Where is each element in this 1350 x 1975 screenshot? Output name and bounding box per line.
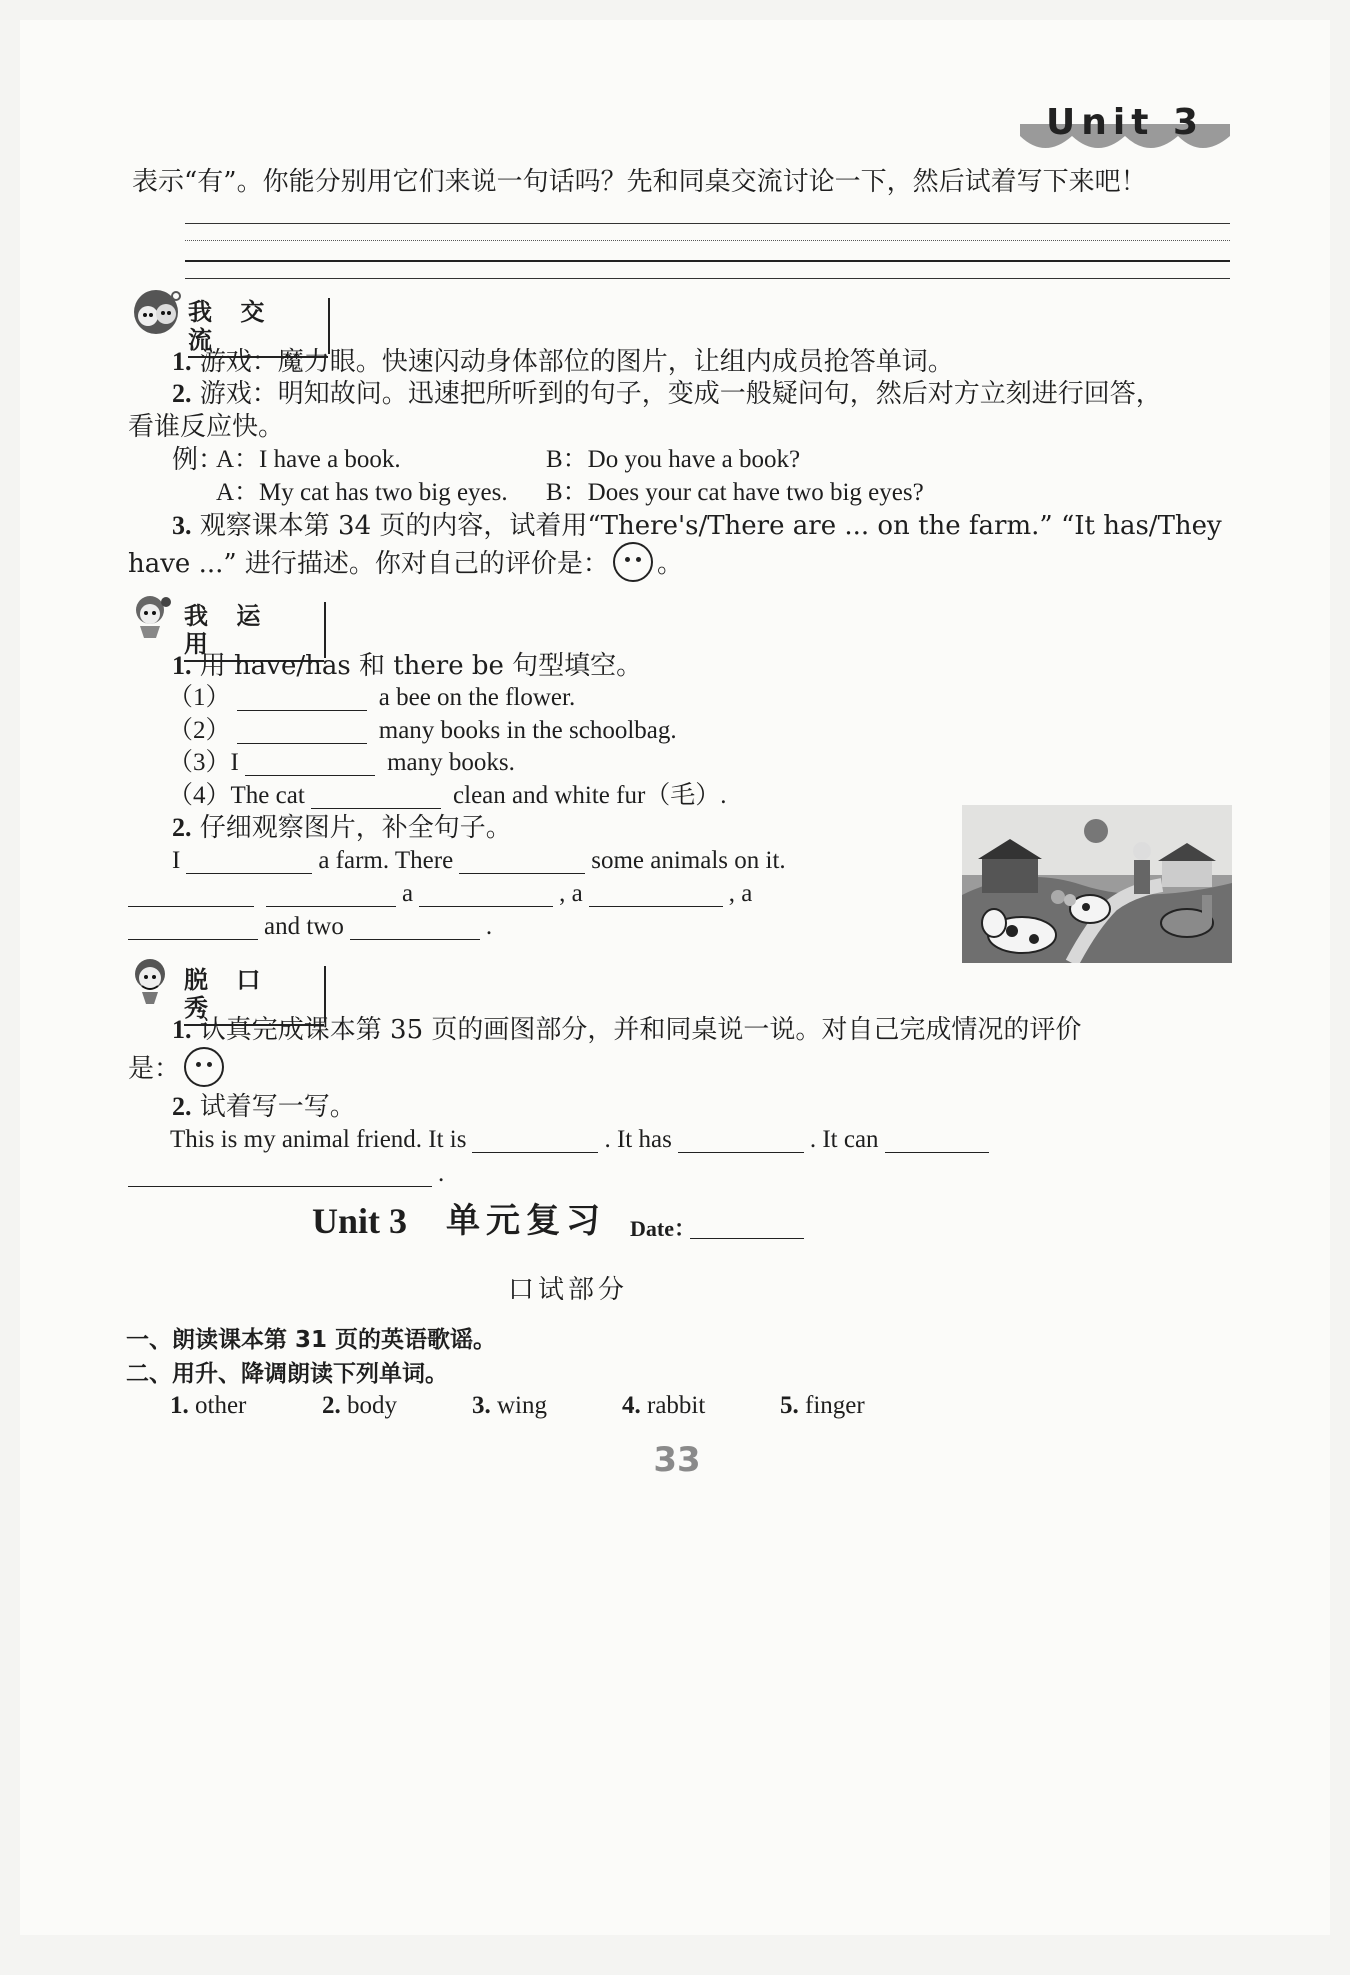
word-text: rabbit <box>647 1392 706 1419</box>
answer-blank[interactable] <box>245 747 375 776</box>
writing-sentence-continued <box>122 1154 444 1194</box>
writing-line <box>185 223 1230 224</box>
oral-heading: 口试部分 <box>508 1275 629 1305</box>
word-item <box>170 1386 246 1426</box>
word-number: 4. <box>622 1392 641 1419</box>
item-text-continued: 看谁反应快。 <box>128 412 285 442</box>
item-text: This is my animal friend. It is <box>170 1126 467 1153</box>
item-text: 仔细观察图片，补全句子。 <box>199 813 512 843</box>
word-number: 2. <box>322 1392 341 1419</box>
section-header-speak <box>126 956 326 1022</box>
item-text: 游戏：明知故问。迅速把所听到的句子，变成一般疑问句，然后对方立刻进行回答， <box>199 379 1162 409</box>
item-text: I <box>172 847 181 874</box>
picture-sentence-line3 <box>122 907 492 947</box>
item-text: a <box>402 880 414 907</box>
item-number: 1. <box>172 1015 192 1044</box>
review-title: Unit 3 <box>312 1201 408 1241</box>
unit-tab <box>1020 98 1230 168</box>
intro-text: 表示“有”。你能分别用它们来说一句话吗？先和同桌交流讨论一下，然后试着写下来吧！ <box>132 167 1147 197</box>
page-number: 33 <box>653 1440 701 1480</box>
answer-blank[interactable] <box>311 780 441 809</box>
item-text: 是： <box>128 1054 181 1084</box>
section-title: 我 交 流 <box>188 298 330 354</box>
item-text: . <box>438 1160 445 1187</box>
answer-blank[interactable] <box>419 878 553 907</box>
item-text: many books. <box>387 749 515 776</box>
example-a2: A：My cat has two big eyes. <box>216 479 508 506</box>
writing-line <box>185 278 1230 279</box>
item-text-end: 。 <box>656 549 683 579</box>
answer-blank[interactable] <box>350 911 480 940</box>
list-item <box>172 374 1162 414</box>
answer-blank[interactable] <box>186 845 312 874</box>
item-text: 试着写一写。 <box>199 1092 356 1122</box>
word-number: 5. <box>780 1392 799 1419</box>
item-index: （2） <box>168 717 231 744</box>
review-title-cn: 单元复习 <box>446 1201 606 1241</box>
item-text: . <box>485 913 493 940</box>
item-index: （4） <box>168 782 231 809</box>
item-text: have ...” 进行描述。你对自己的评价是： <box>128 549 609 579</box>
item-text: and two <box>264 913 344 940</box>
example-b1: B：Do you have a book? <box>546 446 801 473</box>
answer-blank[interactable] <box>128 911 258 940</box>
word-text: other <box>195 1392 247 1419</box>
list-item <box>172 506 1222 546</box>
list-item <box>172 1010 1081 1050</box>
item-text-continued <box>128 1047 228 1089</box>
word-item <box>622 1386 705 1426</box>
word-item <box>780 1386 865 1426</box>
item-text: The cat <box>230 782 305 809</box>
item-text-continued <box>128 542 683 584</box>
date-blank[interactable] <box>690 1238 804 1239</box>
oral-part-1: 一、朗读课本第 31 页的英语歌谣。 <box>126 1327 497 1353</box>
item-text: many books in the schoolbag. <box>378 717 677 744</box>
section-header-apply <box>126 592 326 658</box>
word-item <box>322 1386 397 1426</box>
smiley-face-icon[interactable] <box>184 1047 224 1087</box>
item-number: 1. <box>172 347 192 376</box>
section-title: 脱 口 秀 <box>184 966 326 1022</box>
item-text: . It has <box>604 1126 672 1153</box>
word-text: wing <box>497 1392 547 1419</box>
answer-blank[interactable] <box>459 845 585 874</box>
section-header-communicate <box>130 288 330 354</box>
item-index: （3） <box>168 749 231 776</box>
answer-blank[interactable] <box>472 1124 598 1153</box>
date-label: Date： <box>630 1216 696 1241</box>
item-text: , a <box>559 880 583 907</box>
item-text: I <box>230 749 239 776</box>
item-text: clean and white fur（毛）. <box>453 782 727 809</box>
answer-blank[interactable] <box>237 715 367 744</box>
example-b2: B：Does your cat have two big eyes? <box>546 479 924 506</box>
farm-illustration <box>962 805 1232 963</box>
section-title: 我 运 用 <box>184 602 326 658</box>
writing-line <box>185 260 1230 262</box>
word-item <box>472 1386 547 1426</box>
item-text: 游戏：魔力眼。快速闪动身体部位的图片，让组内成员抢答单词。 <box>199 347 954 377</box>
writing-line <box>185 240 1230 241</box>
item-text: 观察课本第 34 页的内容，试着用“There's/There are ... on the farm.” “It has/They <box>199 511 1222 541</box>
item-text: 认真完成课本第 35 页的画图部分，并和同桌说一说。对自己完成情况的评价 <box>199 1015 1082 1045</box>
unit-tab-label: Unit 3 <box>1046 102 1204 143</box>
answer-blank[interactable] <box>237 682 367 711</box>
answer-blank[interactable] <box>589 878 723 907</box>
oral-part-2: 二、用升、降调朗读下列单词。 <box>126 1361 448 1387</box>
word-number: 1. <box>170 1392 189 1419</box>
item-number: 2. <box>172 379 192 408</box>
item-text: a bee on the flower. <box>378 684 576 711</box>
item-number: 3. <box>172 511 192 540</box>
answer-blank[interactable] <box>885 1124 989 1153</box>
answer-blank[interactable] <box>266 878 396 907</box>
item-index: （1） <box>168 684 231 711</box>
smiley-face-icon[interactable] <box>613 542 653 582</box>
item-text: , a <box>728 880 753 907</box>
answer-blank[interactable] <box>128 878 254 907</box>
example-label: 例： <box>172 445 225 475</box>
word-text: body <box>347 1392 397 1419</box>
example-a1: A：I have a book. <box>216 446 401 473</box>
item-number: 2. <box>172 813 192 842</box>
boy-mascot-icon <box>126 956 182 1006</box>
kids-mascot-icon <box>130 288 186 338</box>
item-text: 用 have/has 和 there be 句型填空。 <box>199 651 643 681</box>
item-text: . It can <box>809 1126 879 1153</box>
item-text: some animals on it. <box>591 847 786 874</box>
item-text: a farm. There <box>318 847 454 874</box>
girl-mascot-icon <box>126 592 182 642</box>
workbook-page <box>20 20 1330 1935</box>
item-number: 1. <box>172 651 192 680</box>
answer-blank[interactable] <box>128 1158 432 1187</box>
answer-blank[interactable] <box>678 1124 804 1153</box>
item-number: 2. <box>172 1092 192 1121</box>
word-number: 3. <box>472 1392 491 1419</box>
word-text: finger <box>805 1392 865 1419</box>
